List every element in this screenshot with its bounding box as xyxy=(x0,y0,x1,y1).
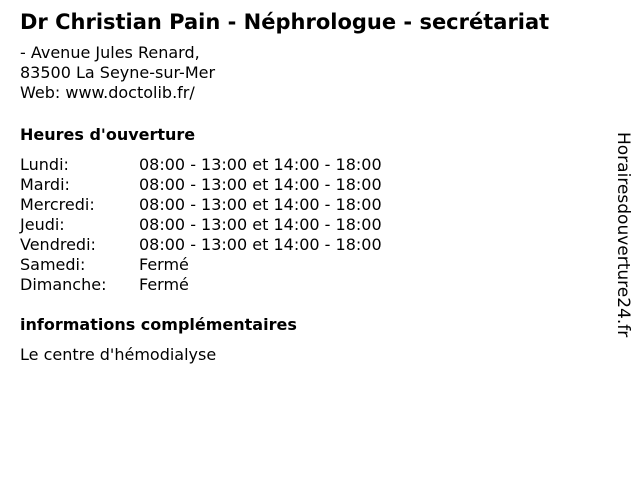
additional-info-heading: informations complémentaires xyxy=(20,315,297,334)
time-value: 08:00 - 13:00 et 14:00 - 18:00 xyxy=(139,175,382,194)
website-line: Web: www.doctolib.fr/ xyxy=(20,83,195,102)
time-value: 08:00 - 13:00 et 14:00 - 18:00 xyxy=(139,215,382,234)
additional-info-text: Le centre d'hémodialyse xyxy=(20,345,217,364)
day-label: Mardi: xyxy=(20,175,70,194)
site-watermark: Horairesdouverture24.fr xyxy=(613,132,633,338)
address-city: 83500 La Seyne-sur-Mer xyxy=(20,63,216,82)
hours-row-thursday xyxy=(20,215,600,235)
time-value: 08:00 - 13:00 et 14:00 - 18:00 xyxy=(139,155,382,174)
hours-row-wednesday xyxy=(20,195,600,215)
opening-hours-table xyxy=(20,155,600,295)
time-value: 08:00 - 13:00 et 14:00 - 18:00 xyxy=(139,235,382,254)
hours-row-friday xyxy=(20,235,600,255)
page-title: Dr Christian Pain - Néphrologue - secrétariat xyxy=(20,10,550,34)
opening-hours-heading: Heures d'ouverture xyxy=(20,125,196,144)
day-label: Dimanche: xyxy=(20,275,107,294)
address-block xyxy=(20,43,600,103)
day-label: Samedi: xyxy=(20,255,86,274)
time-value: Fermé xyxy=(139,255,189,274)
day-label: Mercredi: xyxy=(20,195,95,214)
hours-row-saturday xyxy=(20,255,600,275)
address-street: - Avenue Jules Renard, xyxy=(20,43,200,62)
day-label: Jeudi: xyxy=(20,215,65,234)
hours-row-monday xyxy=(20,155,600,175)
hours-row-sunday xyxy=(20,275,600,295)
business-card xyxy=(20,8,600,365)
time-value: 08:00 - 13:00 et 14:00 - 18:00 xyxy=(139,195,382,214)
day-label: Vendredi: xyxy=(20,235,96,254)
time-value: Fermé xyxy=(139,275,189,294)
hours-row-tuesday xyxy=(20,175,600,195)
day-label: Lundi: xyxy=(20,155,69,174)
